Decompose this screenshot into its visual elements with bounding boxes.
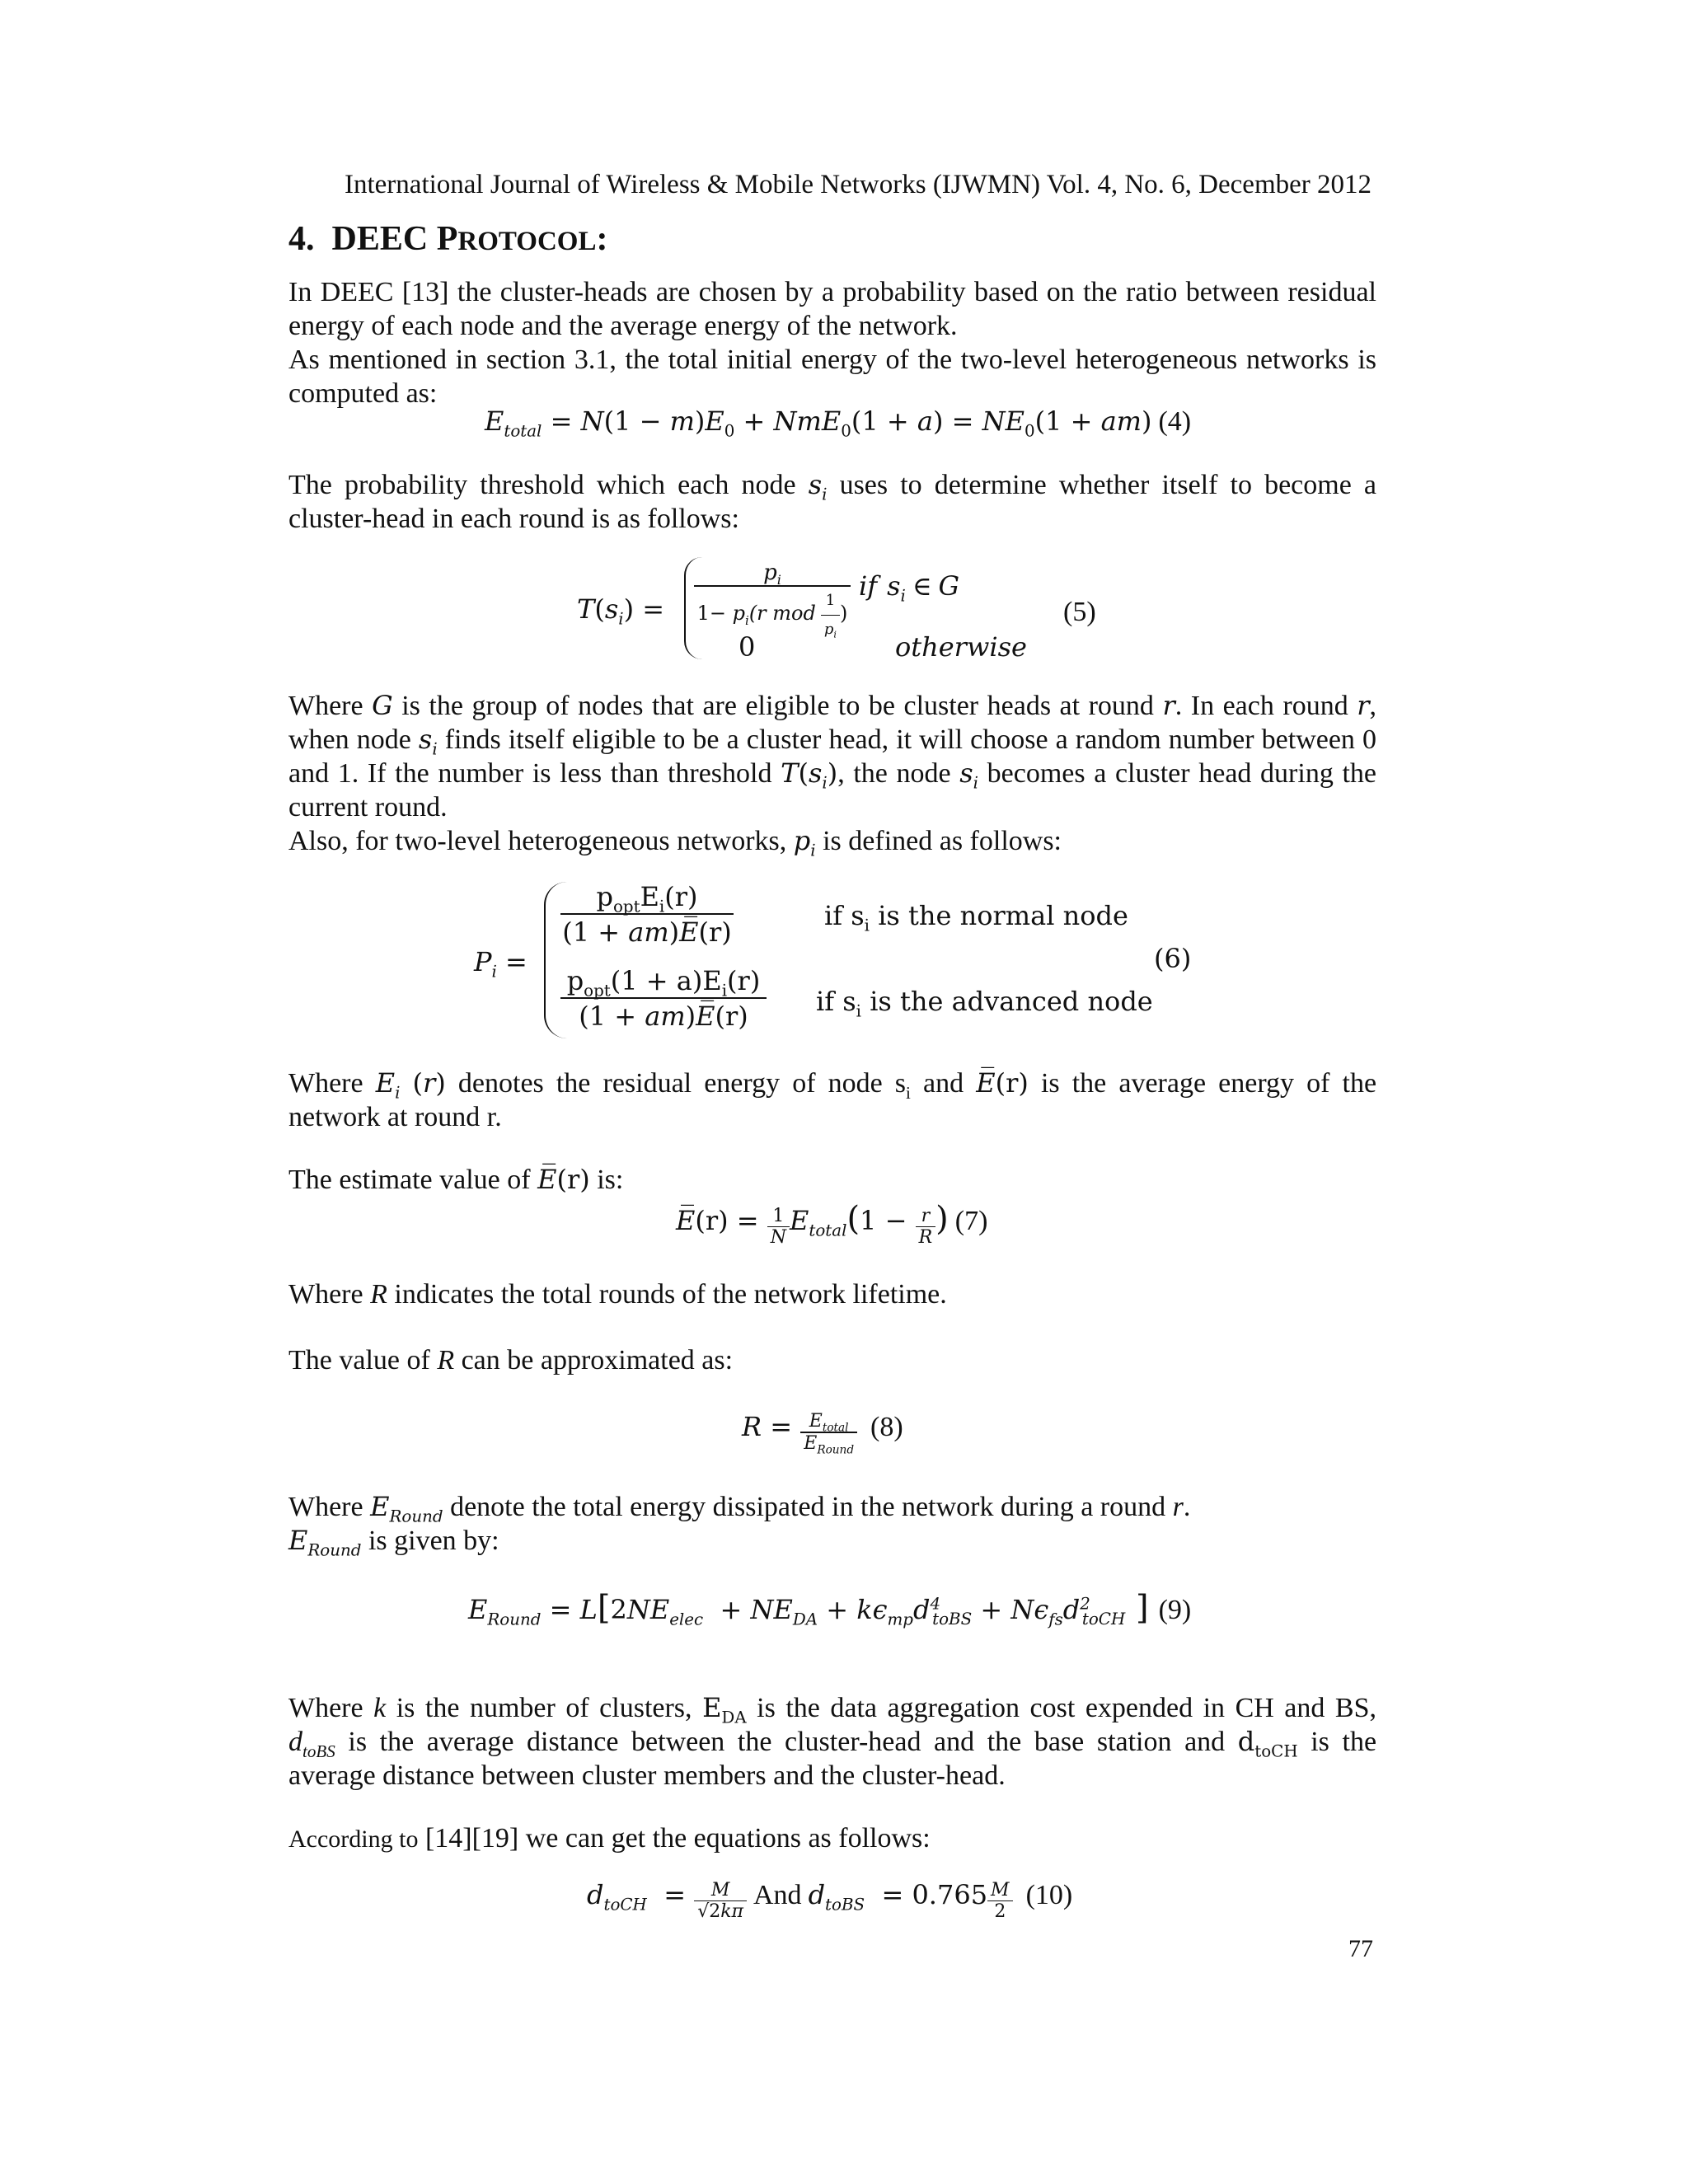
page-number: 77 [1348,1935,1373,1962]
paragraph-rounds: Where R indicates the total rounds of the network lifetime. [288,1279,947,1310]
equation-4: $E_{total} = N(1 - m)E_0 + NmE_0(1 + a) = NE_0(1 + am)$ (4) [485,405,1192,441]
equation-number: (6) [1154,943,1192,974]
equation-number: (7) [954,1206,988,1236]
equation-number: (5) [1063,597,1096,627]
equation-number: (9) [1158,1595,1192,1625]
section-title-smallcaps: ROTOCOL [457,227,597,256]
paragraph-r-approx: The value of R can be approximated as: [288,1345,734,1376]
equation-7: E̅(r) = $\frac{1}{N}$ $E_{total}(1$ − $\frac{r}{R}$ ) (7) [676,1200,988,1248]
paragraph-intro: In DEEC [13] the cluster-heads are chosen by a probability based on the ratio between residual energy of each node and the average energy of the network. As mentioned in section 3.1, the total initial energy of the two-level heterogeneous networks is computed as: [288,277,1376,409]
section-number: 4. [288,220,315,258]
section-heading: 4. DEEC PROTOCOL: [288,220,608,258]
section-title: DEEC P [331,220,458,258]
paragraph-eround: Where $E_{Round}$ denote the total energy dissipated in the network during a round r. $E_{Round}$ is given by: [288,1491,1191,1560]
paragraph-eligibility: Where G is the group of nodes that are eligible to be cluster heads at round r. In each round r, when node $s_i$ finds itself eligible to be a cluster head, it will choose a random number between 0 and 1. If the number is less than threshold $T(s_i)$, the node $s_i$ becomes a cluster head during the current round. Also, for two-level heterogeneous networks, $p_i$ is defined as follows: [288,690,1377,860]
equation-number: (10) [1025,1880,1073,1910]
paragraph-residual-energy: Where $E_i$ (r) denotes the residual energy of node $s_i$ and E̅(r) is the average energy of the network at round r. [288,1067,1377,1132]
equation-number: (8) [870,1412,903,1442]
equation-8: R = $\frac{E_{total}}{E_{Round}}$ (8) [742,1411,903,1457]
paragraph-threshold: The probability threshold which each node $s_i$ uses to determine whether itself to become a cluster-head in each round is as follows: [288,469,1376,534]
paragraph-equations-intro: According to [14][19] we can get the equations as follows: [288,1823,931,1854]
running-header: International Journal of Wireless & Mobile Networks (IJWMN) Vol. 4, No. 6, December 2012 [345,170,1372,199]
equation-10: $d_{toCH}$ = $\frac{M}{√2k\pi}$ And $d_{toBS} = 0.765$ $\frac{M}{2}$ (10) [587,1879,1073,1922]
equation-9: $E_{Round} = L[2NE_{elec} + NE_{DA} + k\epsilon_{mp}d^4_{toBS} + N\epsilon_{fs}d^2_{toCH}$ ] (9) [468,1589,1192,1629]
paragraph-estimate: The estimate value of E̅(r) is: [288,1164,624,1195]
equation-number: (4) [1158,406,1192,437]
paragraph-clusters: Where k is the number of clusters, $E_{DA}$ is the data aggregation cost expended in CH and BS, $d_{toBS}$ is the average distance between the cluster-head and the base station and $d_{toCH}$ is the average distance between cluster members and the cluster-head. [288,1692,1377,1791]
